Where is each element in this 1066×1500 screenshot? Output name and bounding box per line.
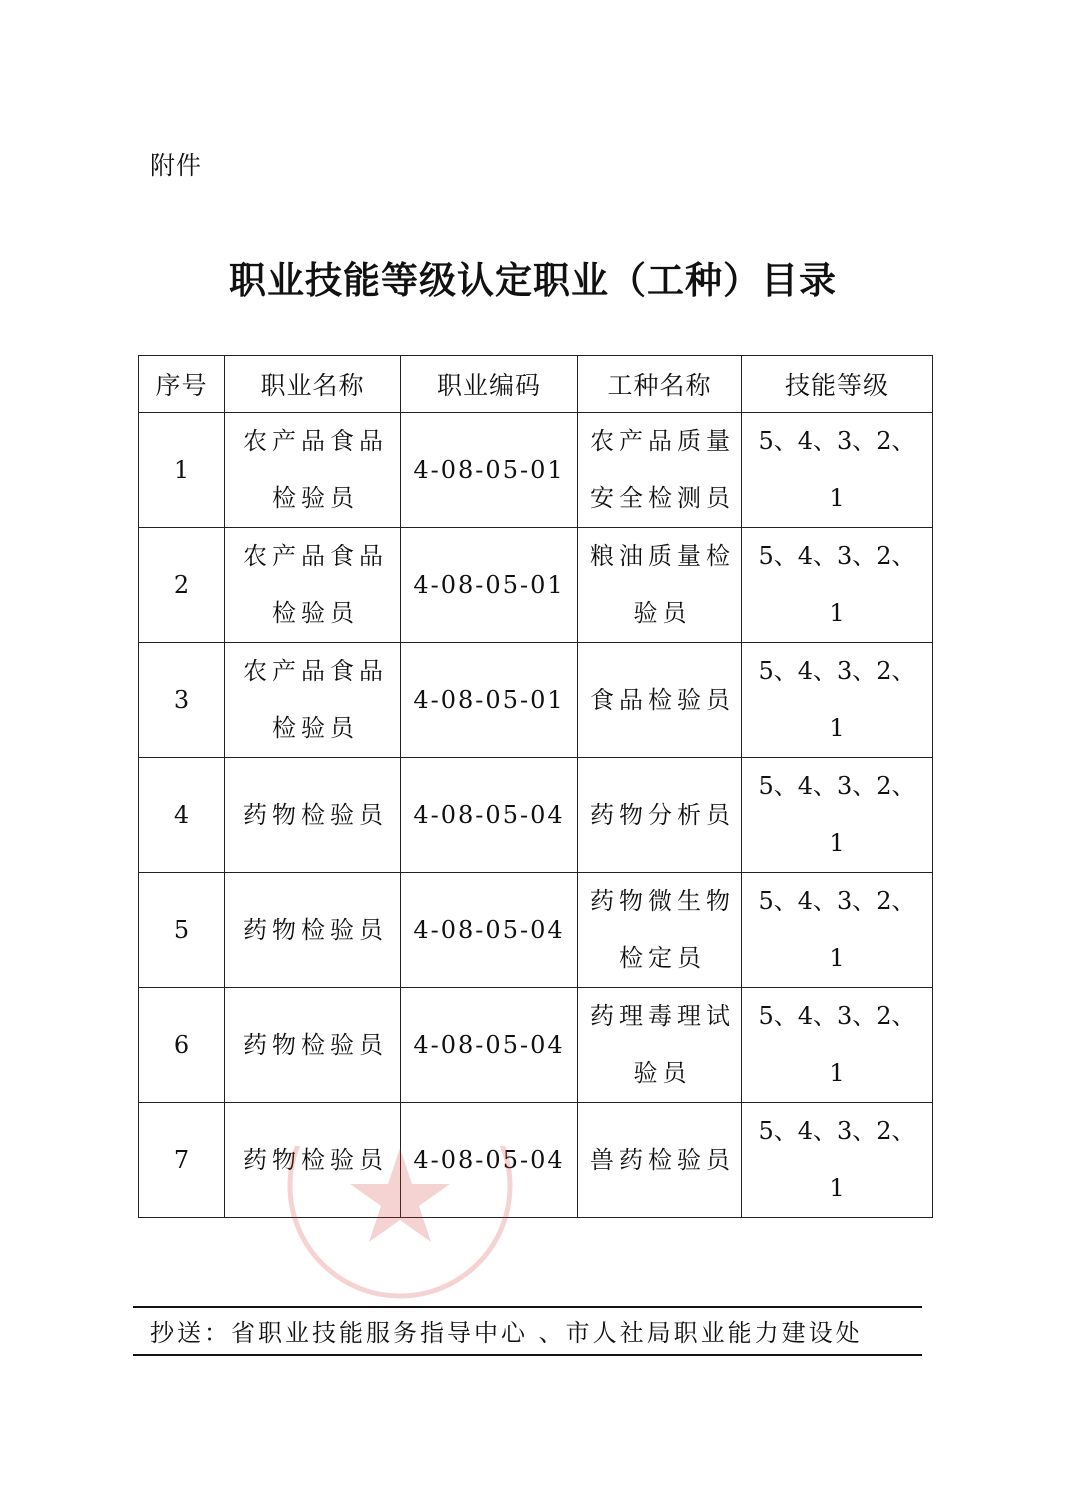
header-work-type-name: 工种名称 xyxy=(578,356,742,413)
skill-level-line2: 1 xyxy=(829,1059,845,1087)
table-row xyxy=(139,528,933,643)
row-occupation-name: 药物检验员 xyxy=(225,1103,401,1218)
row-occupation-name: 药物检验员 xyxy=(225,873,401,988)
skill-level-line2: 1 xyxy=(829,829,845,857)
table-row xyxy=(139,643,933,758)
row-skill-level xyxy=(742,528,933,643)
row-work-type-name: 粮油质量检验员 xyxy=(578,528,742,643)
header-seq: 序号 xyxy=(139,356,225,413)
skill-level-line1: 5、4、3、2、 xyxy=(758,542,916,570)
row-occupation-code: 4-08-05-04 xyxy=(401,988,578,1103)
row-occupation-name: 农产品食品检验员 xyxy=(225,413,401,528)
row-skill-level xyxy=(742,873,933,988)
skill-level-line1: 5、4、3、2、 xyxy=(758,427,916,455)
row-work-type-name: 药理毒理试验员 xyxy=(578,988,742,1103)
row-skill-level xyxy=(742,413,933,528)
row-occupation-name: 农产品食品检验员 xyxy=(225,528,401,643)
row-occupation-name: 药物检验员 xyxy=(225,758,401,873)
row-seq: 5 xyxy=(139,873,225,988)
row-skill-level xyxy=(742,758,933,873)
row-occupation-code: 4-08-05-04 xyxy=(401,873,578,988)
header-skill-level: 技能等级 xyxy=(742,356,933,413)
occupation-catalog-table xyxy=(138,355,933,1218)
row-skill-level xyxy=(742,988,933,1103)
row-occupation-name: 药物检验员 xyxy=(225,988,401,1103)
skill-level-line2: 1 xyxy=(829,599,845,627)
table-row xyxy=(139,413,933,528)
row-occupation-code: 4-08-05-04 xyxy=(401,1103,578,1218)
row-skill-level xyxy=(742,643,933,758)
table-row xyxy=(139,758,933,873)
skill-level-line1: 5、4、3、2、 xyxy=(758,772,916,800)
row-occupation-code: 4-08-05-01 xyxy=(401,643,578,758)
skill-level-line1: 5、4、3、2、 xyxy=(758,1002,916,1030)
cc-top-rule xyxy=(133,1306,922,1308)
row-work-type-name: 药物微生物检定员 xyxy=(578,873,742,988)
skill-level-line1: 5、4、3、2、 xyxy=(758,887,916,915)
row-occupation-code: 4-08-05-01 xyxy=(401,528,578,643)
row-work-type-name: 食品检验员 xyxy=(578,643,742,758)
attachment-label: 附件 xyxy=(150,151,203,180)
header-occupation-name: 职业名称 xyxy=(225,356,401,413)
row-work-type-name: 兽药检验员 xyxy=(578,1103,742,1218)
row-seq: 7 xyxy=(139,1103,225,1218)
row-work-type-name: 农产品质量安全检测员 xyxy=(578,413,742,528)
skill-level-line1: 5、4、3、2、 xyxy=(758,1117,916,1145)
cc-bottom-rule xyxy=(133,1354,922,1356)
table-row xyxy=(139,873,933,988)
row-occupation-code: 4-08-05-01 xyxy=(401,413,578,528)
document-title: 职业技能等级认定职业（工种）目录 xyxy=(229,259,837,302)
cc-recipients: 抄送：省职业技能服务指导中心 、市人社局职业能力建设处 xyxy=(150,1319,863,1347)
row-work-type-name: 药物分析员 xyxy=(578,758,742,873)
row-skill-level xyxy=(742,1103,933,1218)
table-row xyxy=(139,1103,933,1218)
skill-level-line2: 1 xyxy=(829,484,845,512)
table-header-row xyxy=(139,356,933,413)
row-occupation-code: 4-08-05-04 xyxy=(401,758,578,873)
skill-level-line2: 1 xyxy=(829,1174,845,1202)
table-row xyxy=(139,988,933,1103)
skill-level-line2: 1 xyxy=(829,944,845,972)
skill-level-line2: 1 xyxy=(829,714,845,742)
row-seq: 2 xyxy=(139,528,225,643)
skill-level-line1: 5、4、3、2、 xyxy=(758,657,916,685)
row-seq: 1 xyxy=(139,413,225,528)
header-occupation-code: 职业编码 xyxy=(401,356,578,413)
row-seq: 4 xyxy=(139,758,225,873)
row-seq: 6 xyxy=(139,988,225,1103)
row-seq: 3 xyxy=(139,643,225,758)
row-occupation-name: 农产品食品检验员 xyxy=(225,643,401,758)
